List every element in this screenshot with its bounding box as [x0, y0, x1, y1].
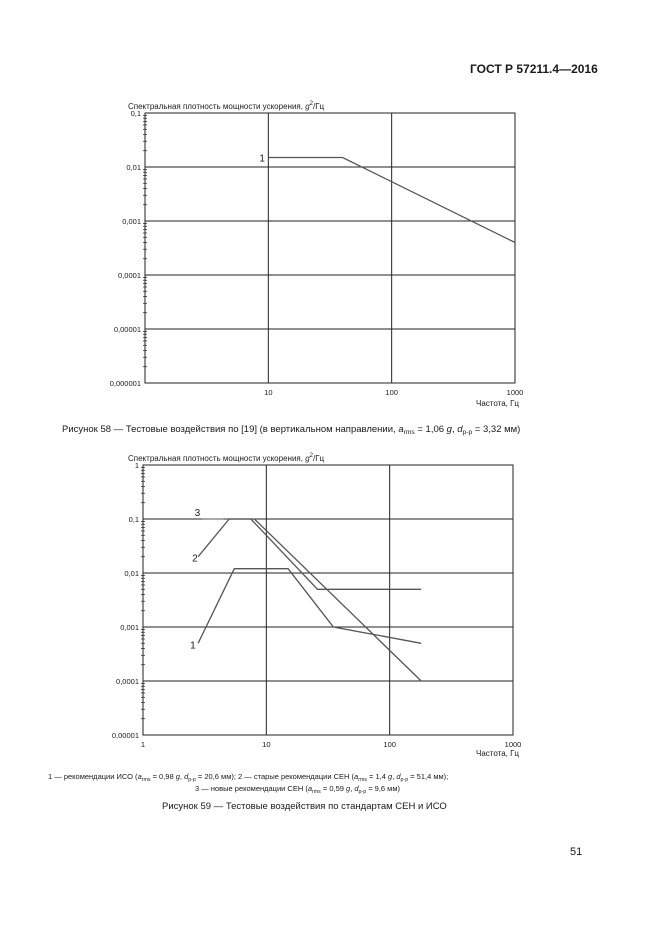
figure-58-y-tick-label: 0,000001	[109, 379, 141, 388]
figure-58-x-tick-label: 1000	[506, 388, 524, 397]
figure-58-y-axis-label: Спектральная плотность мощности ускорения, $g^2/Гц$	[128, 101, 325, 111]
figure-59-legend-line-1: 1 — рекомендации ИСО ($a_{rms} = 0,98$ g, $d_{p-p} = 20,6$ мм); 2 — старые рекомендации СЕН ($a_{rms} = 1,4$ g, $d_{p-p} = 51,4$ мм);	[48, 772, 449, 783]
figure-59-grid	[141, 465, 513, 735]
figure-59-y-tick-label: 0,0001	[116, 677, 139, 686]
figure-58-x-axis-label: Частота, Гц	[475, 399, 519, 408]
figure-58-caption: Рисунок 58 — Тестовые воздействия по [19] (в вертикальном направлении, $a_{rms} = 1,06$ g, $d_{p-p} = 3,32$ мм)	[62, 424, 521, 436]
figure-59-series	[190, 508, 421, 681]
figure-58-x-tick-label: 100	[385, 388, 398, 397]
figure-58-y-tick-label: 0,1	[130, 109, 141, 118]
figure-59-y-tick-label: 0,1	[128, 515, 139, 524]
figure-59-x-tick-label: 1	[140, 740, 146, 749]
figure-59-y-tick-label: 0,01	[124, 569, 139, 578]
figure-59-x-tick-label: 100	[383, 740, 396, 749]
figure-59-x-tick-label: 10	[262, 740, 271, 749]
figure-59-series-3-line	[224, 519, 422, 681]
figure-59-y-tick-label: 0,001	[120, 623, 139, 632]
figure-58-y-tick-label: 0,0001	[118, 271, 141, 280]
figure-59-series-1-label: 1	[190, 640, 196, 652]
figure-59-plot-frame	[143, 465, 513, 735]
figure-59-series-1-line	[198, 569, 421, 644]
page-number: 51	[570, 846, 583, 858]
figure-59-caption: Рисунок 59 — Тестовые воздействия по стандартам СЕН и ИСО	[162, 801, 447, 812]
figure-58-x-tick-label: 10	[264, 388, 273, 397]
figure-59-series-3-label: 3	[194, 508, 201, 519]
figure-58-series-1-label: 1	[259, 153, 265, 165]
figure-59-series-2-label: 2	[192, 553, 198, 565]
figure-58-y-tick-label: 0,001	[122, 217, 141, 226]
figure-59-y-axis-label: Спектральная плотность мощности ускорения, $g^2/Гц$	[128, 453, 325, 463]
figure-59-legend-line-2: 3 — новые рекомендации СЕН ($a_{rms} = 0,59$ g, $d_{p-p} = 9,6$ мм)	[195, 784, 400, 795]
figure-59-x-tick-label: 1000	[504, 740, 522, 749]
document-id: ГОСТ Р 57211.4—2016	[470, 62, 598, 76]
figure-58-y-tick-label: 0,01	[126, 163, 141, 172]
figure-59-y-tick-label: 1	[134, 461, 139, 470]
figure-58-y-tick-label: 0,00001	[113, 325, 141, 334]
figure-59-x-axis-label: Частота, Гц	[475, 749, 519, 758]
figure-59-y-tick-label: 0,00001	[111, 731, 139, 740]
figure-59-series-2-line	[198, 519, 421, 589]
